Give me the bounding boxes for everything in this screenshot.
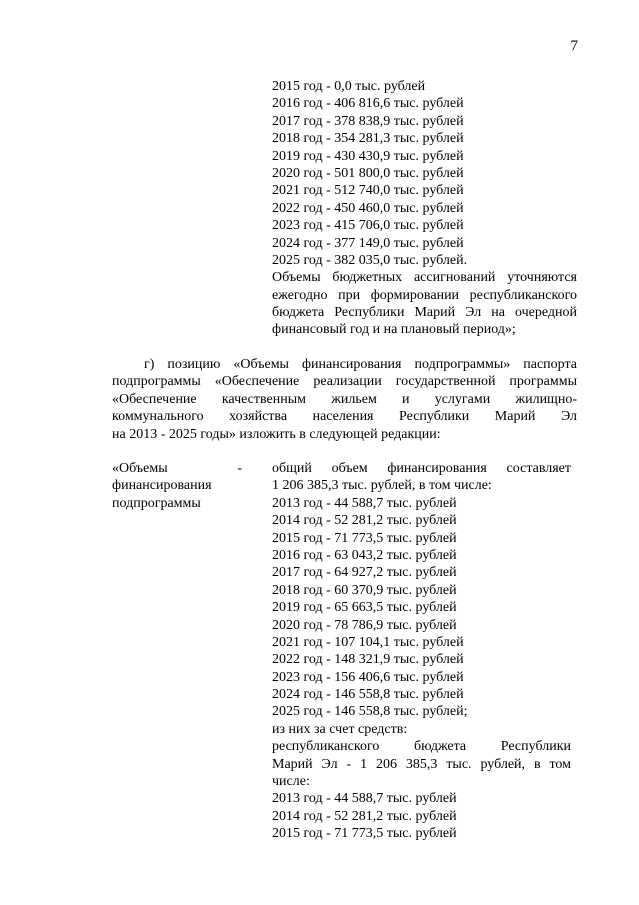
year-line: 2018 год - 60 370,9 тыс. рублей bbox=[272, 582, 457, 598]
year-line: 2015 год - 0,0 тыс. рублей bbox=[272, 79, 426, 94]
paragraph-line: на 2013 - 2025 годы» изложить в следующей редакции: bbox=[112, 426, 441, 442]
year-line: 2016 год - 406 816,6 тыс. рублей bbox=[272, 96, 464, 112]
year-line: 2017 год - 64 927,2 тыс. рублей bbox=[272, 565, 457, 581]
year-line: 2014 год - 52 281,2 тыс. рублей bbox=[272, 808, 457, 824]
passport-position-label bbox=[112, 460, 242, 512]
paragraph-line: г) позицию «Объемы финансирования подпрограммы» паспорта bbox=[144, 357, 577, 372]
page-number: 7 bbox=[570, 38, 578, 54]
allocation-note bbox=[272, 269, 577, 339]
year-line: 2019 год - 65 663,5 тыс. рублей bbox=[272, 600, 457, 616]
amendment-paragraph-g bbox=[112, 356, 577, 443]
year-line: 2022 год - 450 460,0 тыс. рублей bbox=[272, 200, 464, 216]
total-line: 1 206 385,3 тыс. рублей, в том числе: bbox=[272, 478, 492, 494]
year-line: 2014 год - 52 281,2 тыс. рублей bbox=[272, 513, 457, 529]
year-line: 2015 год - 71 773,5 тыс. рублей bbox=[272, 530, 457, 546]
note-line: финансовый год и на плановый период»; bbox=[272, 322, 516, 338]
budget-line: республиканского бюджета Республики bbox=[272, 739, 571, 755]
year-line: 2023 год - 156 406,6 тыс. рублей bbox=[272, 669, 464, 685]
year-line: 2019 год - 430 430,9 тыс. рублей bbox=[272, 148, 464, 164]
year-line: 2021 год - 512 740,0 тыс. рублей bbox=[272, 183, 464, 199]
note-line: Объемы бюджетных ассигнований уточняются bbox=[272, 270, 577, 286]
year-line: 2017 год - 378 838,9 тыс. рублей bbox=[272, 113, 464, 129]
paragraph-line: подпрограммы «Обеспечение реализации государственной программы bbox=[112, 374, 577, 390]
year-line: 2024 год - 146 558,8 тыс. рублей bbox=[272, 687, 464, 703]
paragraph-line: коммунального хозяйства населения Республики Марий Эл bbox=[112, 409, 577, 425]
year-line: 2022 год - 148 321,9 тыс. рублей bbox=[272, 652, 464, 668]
year-line: 2021 год - 107 104,1 тыс. рублей bbox=[272, 634, 464, 650]
sources-intro: из них за счет средств: bbox=[272, 721, 408, 737]
year-line: 2013 год - 44 588,7 тыс. рублей bbox=[272, 791, 457, 807]
note-line: ежегодно при формировании республиканского bbox=[272, 287, 577, 303]
label-line: подпрограммы bbox=[112, 495, 201, 511]
year-line: 2025 год - 146 558,8 тыс. рублей; bbox=[272, 704, 468, 720]
year-line: 2023 год - 415 706,0 тыс. рублей bbox=[272, 218, 464, 234]
paragraph-line: «Обеспечение качественным жильем и услугами жилищно- bbox=[112, 391, 577, 407]
label-line: финансирования bbox=[112, 478, 212, 494]
budget-line: Марий Эл - 1 206 385,3 тыс. рублей, в том bbox=[272, 756, 571, 772]
year-line: 2018 год - 354 281,3 тыс. рублей bbox=[272, 131, 464, 147]
subprogram-funding-block bbox=[272, 460, 571, 843]
year-line: 2024 год - 377 149,0 тыс. рублей bbox=[272, 235, 464, 251]
year-line: 2013 год - 44 588,7 тыс. рублей bbox=[272, 495, 457, 511]
funding-by-year-block bbox=[272, 78, 577, 339]
year-line: 2016 год - 63 043,2 тыс. рублей bbox=[272, 547, 457, 563]
note-line: бюджета Республики Марий Эл на очередной bbox=[272, 305, 577, 321]
year-line: 2015 год - 71 773,5 тыс. рублей bbox=[272, 826, 457, 842]
label-line: «Объемы - bbox=[112, 461, 242, 476]
year-line: 2020 год - 501 800,0 тыс. рублей bbox=[272, 165, 464, 181]
budget-line: числе: bbox=[272, 774, 310, 790]
total-line: общий объем финансирования составляет bbox=[272, 461, 571, 476]
year-line: 2020 год - 78 786,9 тыс. рублей bbox=[272, 617, 457, 633]
year-line: 2025 год - 382 035,0 тыс. рублей. bbox=[272, 252, 468, 268]
